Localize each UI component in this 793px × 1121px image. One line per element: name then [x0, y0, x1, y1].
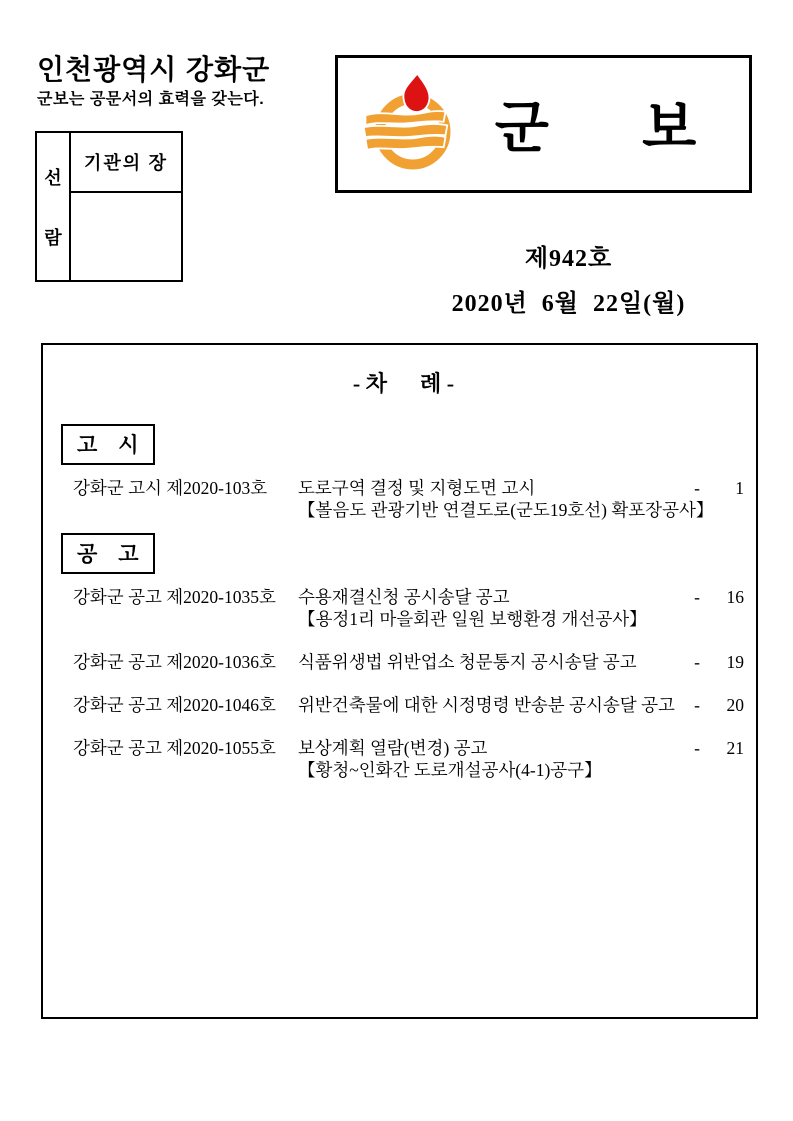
page-number: 19 — [726, 652, 744, 672]
item-title: 식품위생법 위반업소 청문통지 공시송달 공고 — [298, 652, 637, 672]
approval-cell-agency-head: 기관의 장 — [71, 133, 181, 193]
page-number: 1 — [735, 478, 744, 498]
toc-item — [73, 694, 746, 716]
page-dash: - — [694, 587, 700, 607]
doc-number: 강화군 공고 제2020-1046호 — [73, 695, 276, 715]
section-label-gonggo: 공 고 — [61, 533, 155, 574]
approval-table — [35, 131, 183, 282]
masthead-box — [335, 55, 752, 193]
item-title: 위반건축물에 대한 시정명령 반송분 공시송달 공고 — [298, 695, 675, 715]
item-title: 도로구역 결정 및 지형도면 고시 — [298, 478, 536, 498]
page-dash: - — [694, 652, 700, 672]
approval-side-char-1: 선 — [44, 167, 62, 188]
approval-cell-signature — [71, 193, 181, 280]
item-title: 보상계획 열람(변경) 공고 — [298, 738, 488, 758]
approval-side-char-2: 람 — [44, 227, 62, 248]
item-title: 수용재결신청 공시송달 공고 — [298, 587, 510, 607]
page-number: 21 — [726, 738, 744, 758]
doc-number: 강화군 공고 제2020-1035호 — [73, 587, 276, 607]
gazette-motto: 군보는 공문서의 효력을 갖는다. — [37, 91, 265, 108]
toc-title: - 차 례 - — [352, 371, 455, 396]
approval-main-cells — [71, 133, 181, 280]
page-number: 16 — [726, 587, 744, 607]
doc-number: 강화군 고시 제2020-103호 — [73, 478, 268, 498]
page-dash: - — [694, 478, 700, 498]
doc-number: 강화군 공고 제2020-1036호 — [73, 652, 276, 672]
doc-number: 강화군 공고 제2020-1055호 — [73, 738, 276, 758]
item-subtitle: 【황청~인화간 도로개설공사(4-1)공구】 — [298, 760, 602, 780]
org-title: 인천광역시 강화군 — [37, 54, 271, 85]
toc-box — [41, 343, 758, 1019]
item-subtitle: 【용정1리 마을회관 일원 보행환경 개선공사】 — [298, 609, 647, 629]
toc-item — [73, 737, 746, 781]
page-dash: - — [694, 738, 700, 758]
toc-item — [73, 477, 746, 521]
page-dash: - — [694, 695, 700, 715]
issue-number: 제942호 — [524, 246, 613, 272]
page-number: 20 — [726, 695, 744, 715]
county-emblem-icon — [360, 69, 460, 179]
item-subtitle: 【볼음도 관광기반 연결도로(군도19호선) 확포장공사】 — [298, 500, 714, 520]
toc-item — [73, 651, 746, 673]
toc-item — [73, 586, 746, 630]
issue-date: 2020년 6월 22일(월) — [451, 291, 686, 317]
approval-side-label — [37, 133, 71, 280]
section-label-gosi: 고 시 — [61, 424, 155, 465]
gazette-title: 군 보 — [494, 96, 697, 159]
